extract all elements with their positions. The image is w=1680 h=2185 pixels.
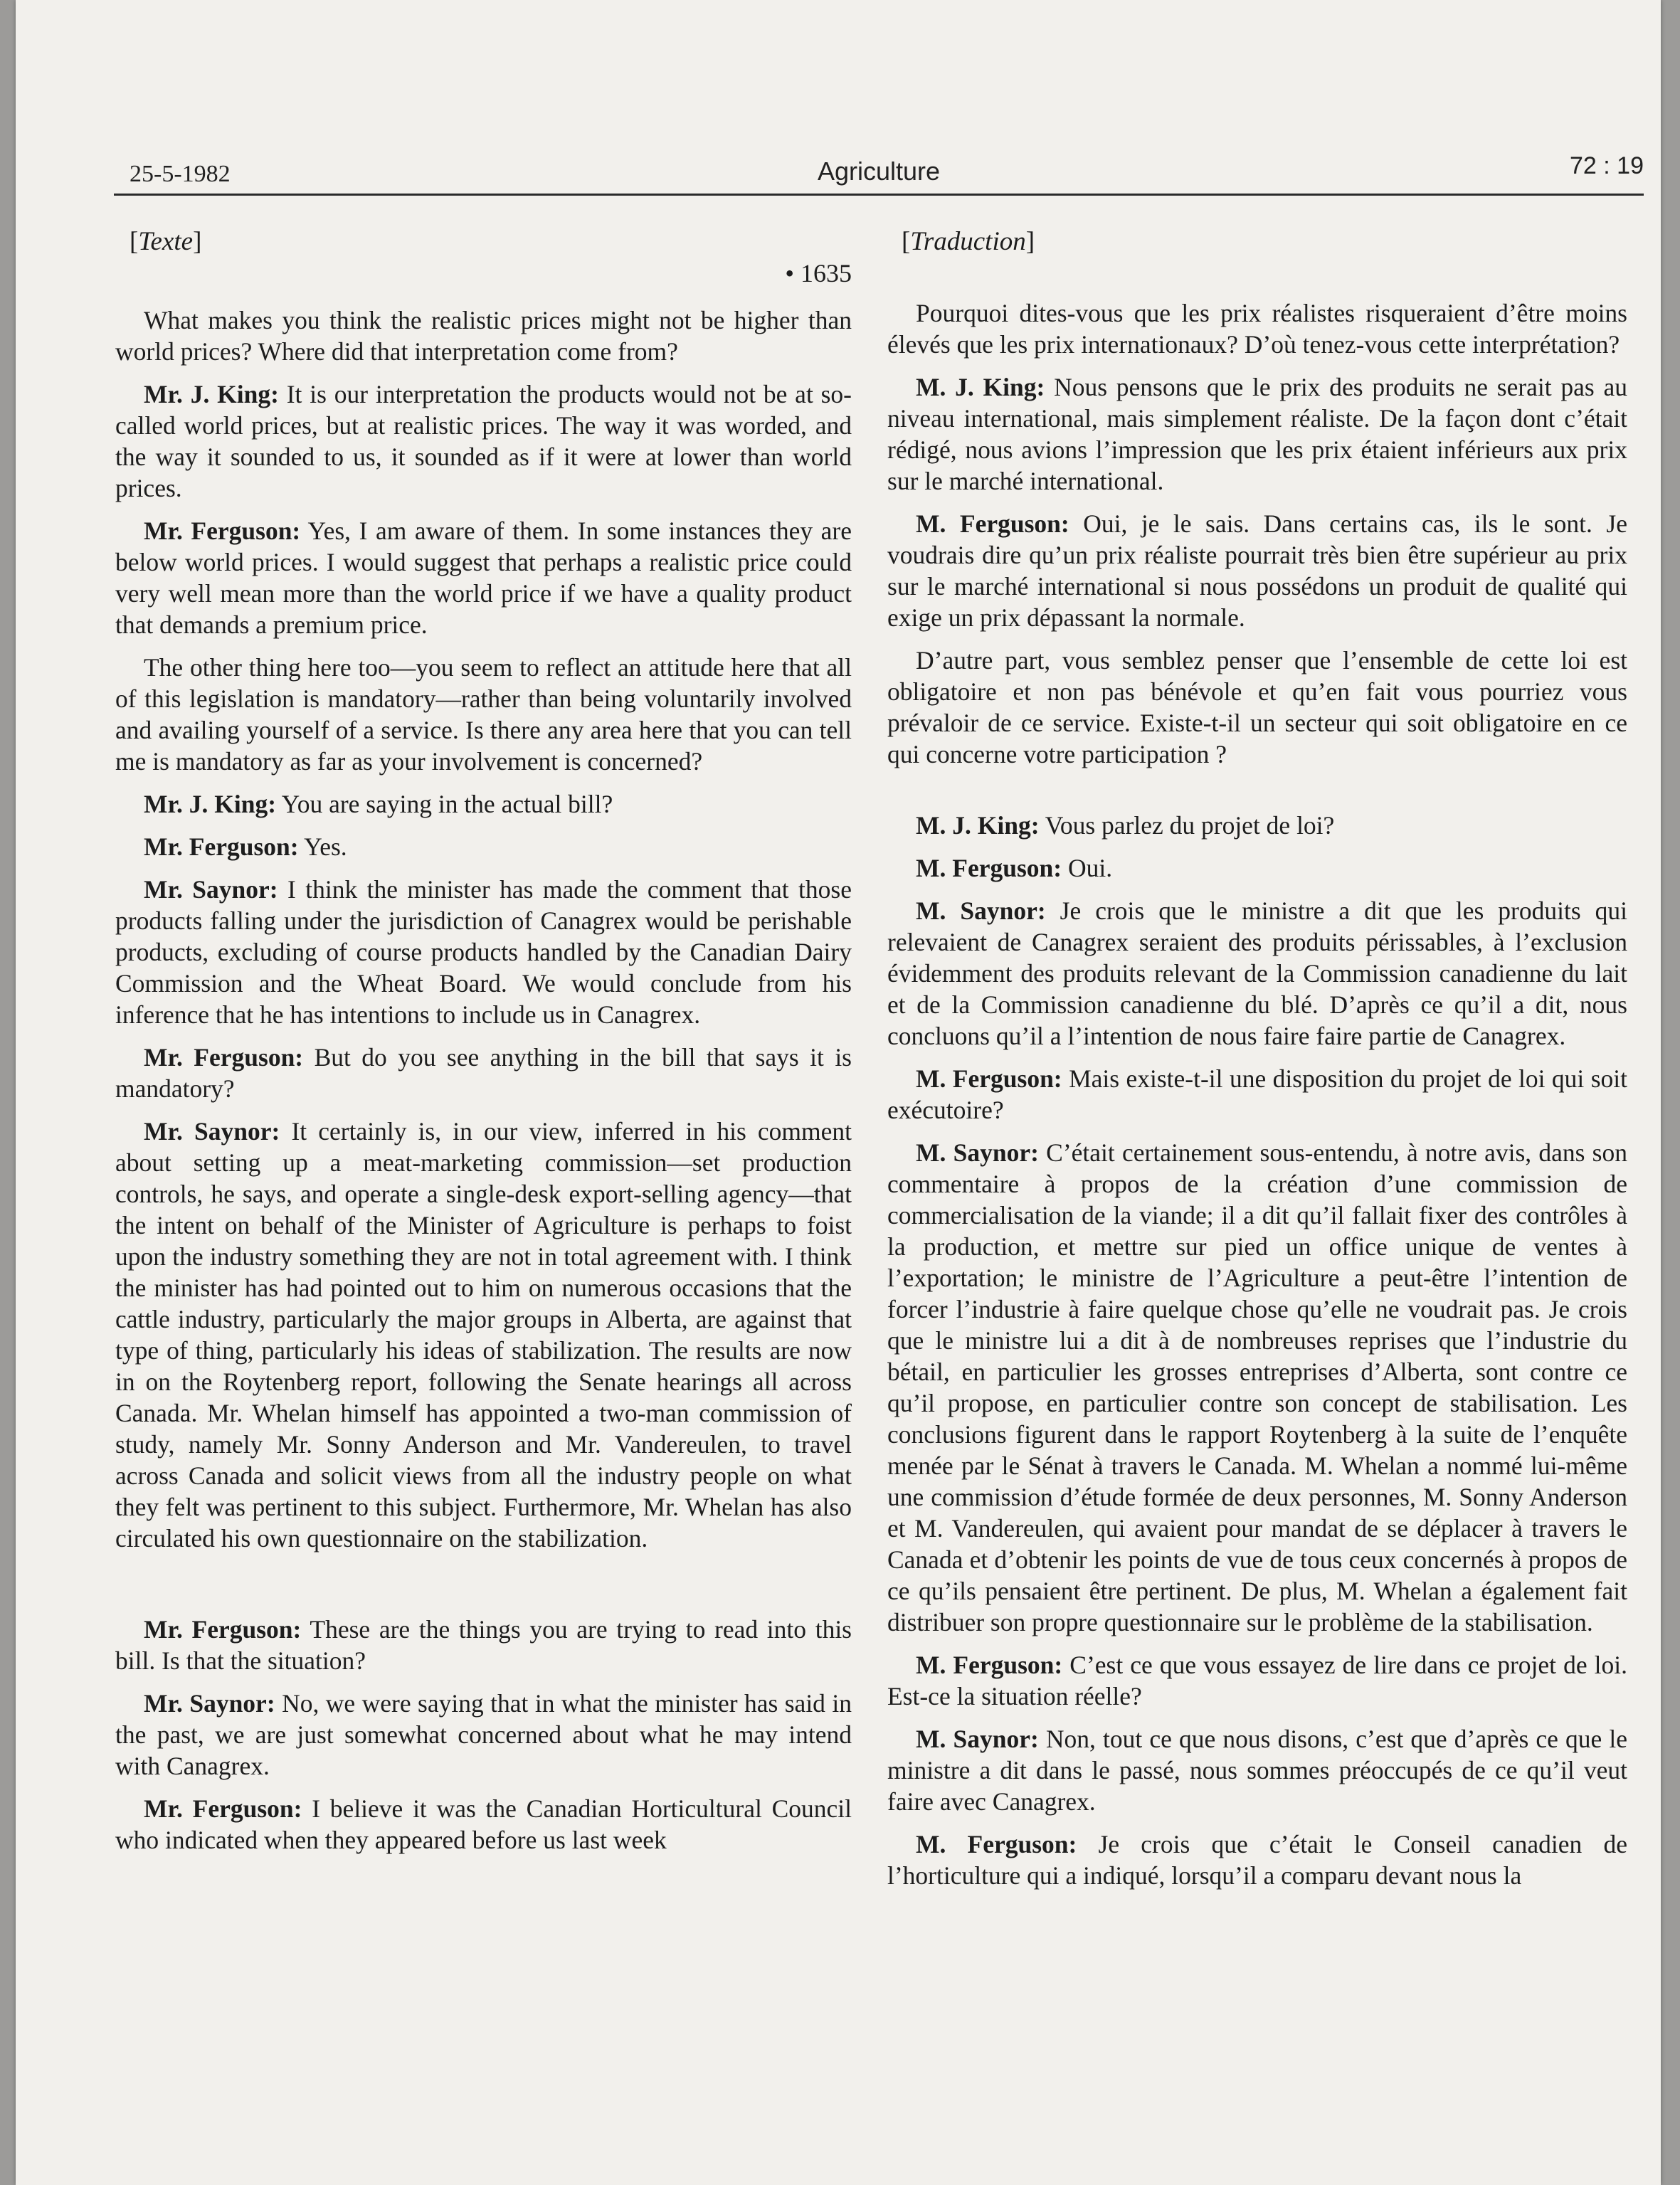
paragraph <box>115 652 852 777</box>
paragraph <box>887 1829 1627 1891</box>
paragraph <box>887 371 1627 497</box>
speech-text: Non, tout ce que nous disons, c’est que d’après ce que le ministre a dit dans le passé, nous sommes préoccupés de ce qu’il veut faire avec Canagrex. <box>887 1725 1627 1816</box>
paragraph <box>115 379 852 504</box>
running-header <box>114 151 1644 196</box>
column-french <box>887 226 1627 1903</box>
speech-text: But do you see anything in the bill that says it is mandatory? <box>115 1043 852 1103</box>
speech-text: C’est ce que vous essayez de lire dans ce projet de loi. Est-ce la situation réelle? <box>887 1651 1627 1710</box>
speech-text: I think the minister has made the comment that those products falling under the jurisdiction of Canagrex would be perishable products, excluding of course products handled by the Canadian Dairy Commission and the Wheat Board. We would conclude from his inference that he has intentions to include us in Canagrex. <box>115 875 852 1029</box>
paragraph <box>115 1116 852 1554</box>
speech-text: I believe it was the Canadian Horticultural Council who indicated when they appeared before us last week <box>115 1794 852 1854</box>
speaker-name: Mr. Saynor: <box>144 875 278 904</box>
speaker-name: Mr. Saynor: <box>144 1689 275 1718</box>
paragraph <box>115 305 852 367</box>
paragraph <box>115 1688 852 1782</box>
speaker-name: Mr. Saynor: <box>144 1117 280 1146</box>
speaker-name: M. Saynor: <box>916 896 1046 925</box>
speaker-name: Mr. Ferguson: <box>144 1794 302 1823</box>
header-title: Agriculture <box>817 157 941 186</box>
speaker-name: M. Saynor: <box>916 1138 1039 1167</box>
page <box>16 0 1661 2185</box>
speech-text: These are the things you are trying to read into this bill. Is that the situation? <box>115 1615 852 1675</box>
speech-text: Je crois que c’était le Conseil canadien de l’horticulture qui a indiqué, lorsqu’il a comparu devant nous la <box>887 1830 1627 1890</box>
speech-text: Je crois que le ministre a dit que les produits qui relevaient de Canagrex seraient des produits périssables, à l’exclusion évidemment des produits relevant de la Commission canadienne du lait et de la Commission canadienne du blé. D’après ce qu’il a dit, nous concluons qu’il a l’intention de nous faire faire partie de Canagrex. <box>887 896 1627 1050</box>
speaker-name: M. J. King: <box>916 811 1040 840</box>
speaker-name: Mr. Ferguson: <box>144 832 299 861</box>
language-tag: [Texte] <box>130 227 202 256</box>
paragraph <box>887 1137 1627 1638</box>
speech-text: Oui, je le sais. Dans certains cas, ils le sont. Je voudrais dire qu’un prix réaliste pourrait très bien être supérieur au prix sur le marché international si nous possédons un produit de qualité qui exige un prix dépassant la normale. <box>887 509 1627 632</box>
paragraph <box>887 810 1627 841</box>
paragraph <box>115 515 852 640</box>
paragraph <box>887 1649 1627 1712</box>
header-date: 25-5-1982 <box>130 161 231 187</box>
paragraph <box>115 831 852 862</box>
paragraph <box>115 874 852 1030</box>
speaker-name: M. Ferguson: <box>916 509 1069 538</box>
language-tag: [Traduction] <box>902 227 1035 256</box>
speech-text: What makes you think the realistic prices might not be higher than world prices? Where did that interpretation come from? <box>115 306 852 366</box>
speaker-name: Mr. J. King: <box>144 380 279 408</box>
speech-text: Mais existe-t-il une disposition du projet de loi qui soit exécutoire? <box>887 1064 1627 1124</box>
speech-text: Yes. <box>298 832 347 861</box>
speech-text: You are saying in the actual bill? <box>276 790 613 818</box>
paragraph <box>115 1793 852 1856</box>
speech-text: Nous pensons que le prix des produits ne serait pas au niveau international, mais simplement réaliste. De la façon dont c’était rédigé, nous avions l’impression que les prix étaient inférieurs aux prix sur le marché international. <box>887 373 1627 495</box>
paragraph <box>115 1042 852 1104</box>
paragraph <box>115 1614 852 1676</box>
speaker-name: Mr. Ferguson: <box>144 1043 304 1072</box>
speaker-name: Mr. Ferguson: <box>144 517 301 545</box>
speaker-name: M. Ferguson: <box>916 1064 1062 1093</box>
speaker-name: Mr. J. King: <box>144 790 277 818</box>
speech-text: It is our interpretation the products would not be at so-called world prices, but at realistic prices. The way it was worded, and the way it sounded to us, it sounded as if it were at lower than world prices. <box>115 380 852 502</box>
paragraph <box>887 297 1627 360</box>
speech-text: Vous parlez du projet de loi? <box>1039 811 1335 840</box>
speech-text: C’était certainement sous-entendu, à notre avis, dans son commentaire à propos de la création d’une commission de commercialisation de la viande; il a dit qu’il fallait fixer des contrôles à la production, et mettre sur pied un office unique de ventes à l’exportation; le ministre de l’Agriculture a peut-être l’intention de forcer l’industrie à faire quelque chose qu’elle ne voudrait pas. Je crois que le ministre lui a dit à de nombreuses reprises que l’industrie du bétail, en particulier les grosses entreprises d’Alberta, sont contre ce qu’il propose, en particulier contre son concept de stabilisation. Les conclusions figurent dans le rapport Roytenberg à la suite de l’enquête menée par le Sénat à travers le Canada. M. Whelan a nommé lui-même une commission d’étude formée de deux personnes, M. Sonny Anderson et M. Vandereulen, qui avaient pour mandat de se déplacer à travers le Canada et d’obtenir les points de vue de tous ceux concernés à propos de ce qu’ils pensaient être pertinent. De plus, M. Whelan a également fait distribuer son propre questionnaire sur le problème de la stabilisation. <box>887 1138 1628 1636</box>
column-english <box>115 226 852 1867</box>
speaker-name: M. Saynor: <box>916 1725 1039 1753</box>
paragraph <box>115 788 852 820</box>
paragraph <box>887 852 1627 884</box>
speaker-name: M. J. King: <box>916 373 1045 401</box>
speaker-name: M. Ferguson: <box>916 1651 1063 1679</box>
speech-text: The other thing here too—you seem to reflect an attitude here that all of this legislation is mandatory—rather than being voluntarily involved and availing yourself of a service. Is there any area here that you can tell me is mandatory as far as your involvement is concerned? <box>115 653 852 776</box>
header-page-number: 72 : 19 <box>1570 152 1644 179</box>
speech-text: No, we were saying that in what the minister has said in the past, we are just somewhat concerned about what he may intend with Canagrex. <box>115 1689 852 1780</box>
speech-text: Yes, I am aware of them. In some instances they are below world prices. I would suggest that perhaps a realistic price could very well mean more than the world price if we have a quality product that demands a premium price. <box>115 517 852 639</box>
speaker-name: M. Ferguson: <box>916 854 1062 882</box>
speaker-name: Mr. Ferguson: <box>144 1615 302 1644</box>
speaker-name: M. Ferguson: <box>916 1830 1077 1858</box>
paragraph <box>887 1723 1627 1817</box>
speech-text: Pourquoi dites-vous que les prix réalistes risqueraient d’être moins élevés que les prix internationaux? D’où tenez-vous cette interprétation? <box>887 299 1627 359</box>
paragraph <box>887 645 1627 770</box>
speech-text: D’autre part, vous semblez penser que l’ensemble de cette loi est obligatoire et non pas bénévole et qu’en fait vous pourriez vous prévaloir de ce service. Existe-t-il un secteur qui soit obligatoire en ce qui concerne votre participation ? <box>887 646 1627 768</box>
speech-text: It certainly is, in our view, inferred in his comment about setting up a meat-marketing commission—set production controls, he says, and operate a single-desk export-selling agency—that the intent on behalf of the Minister of Agriculture is perhaps to foist upon the industry something they are not in total agreement with. I think the minister has had pointed out to him on numerous occasions that the cattle industry, particularly the major groups in Alberta, are against that type of thing, particularly his ideas of stabilization. The results are now in on the Roytenberg report, following the Senate hearings all across Canada. Mr. Whelan himself has appointed a two-man commission of study, namely Mr. Sonny Anderson and Mr. Vandereulen, to travel across Canada and solicit views from all the industry people on what they felt was pertinent to this subject. Furthermore, Mr. Whelan has also circulated his own questionnaire on the stabilization. <box>115 1117 852 1552</box>
paragraph <box>887 895 1627 1052</box>
time-marker: • 1635 <box>785 259 852 287</box>
paragraph <box>887 508 1627 633</box>
speech-text: Oui. <box>1062 854 1113 882</box>
paragraph <box>887 1063 1627 1126</box>
